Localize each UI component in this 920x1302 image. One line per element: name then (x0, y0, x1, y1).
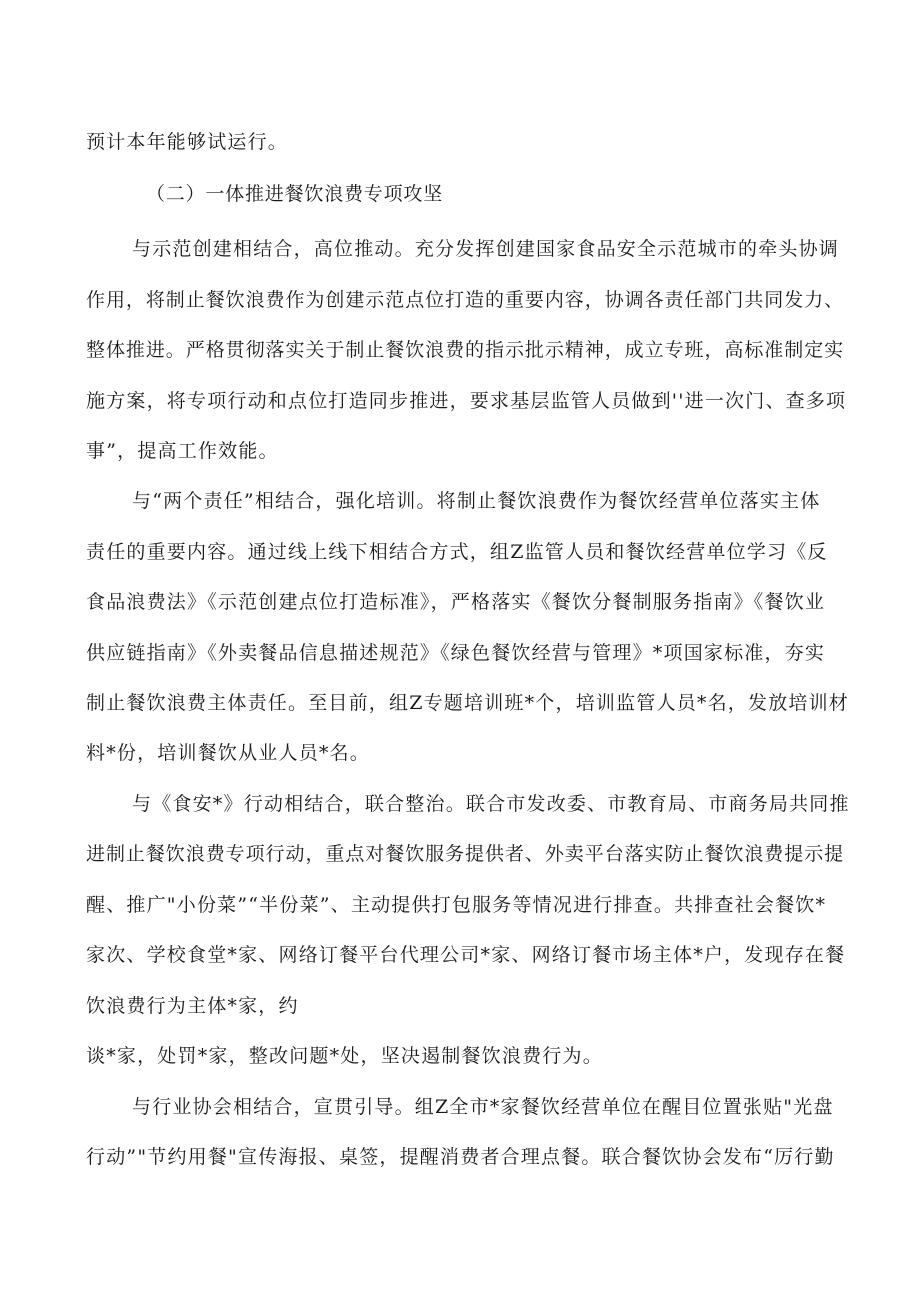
text-line: 与“两个责任”相结合，强化培训。将制止餐饮浪费作为餐饮经营单位落实主体 (132, 490, 821, 512)
text-line: 责任的重要内容。通过线上线下相结合方式，组Z监管人员和餐饮经营单位学习《反 (86, 541, 828, 563)
text-line: 谈*家，处罚*家，整改问题*处，坚决遏制餐饮浪费行为。 (86, 1045, 603, 1067)
text-line: 与示范创建相结合，高位推动。充分发挥创建国家食品安全示范城市的牵头协调 (132, 238, 840, 260)
text-line: 食品浪费法》《示范创建点位打造标准》，严格落实《餐饮分餐制服务指南》《餐饮业 (86, 591, 826, 613)
text-line: 家次、学校食堂*家、网络订餐平台代理公司*家、网络订餐市场主体*户，发现存在餐 (86, 944, 846, 966)
text-line: 事”，提高工作效能。 (86, 440, 279, 462)
section-heading: （二）一体推进餐饮浪费专项攻坚 (146, 183, 444, 205)
text-line: 制止餐饮浪费主体责任。至目前，组Z专题培训班*个，培训监管人员*名，发放培训材 (86, 692, 850, 714)
text-line: 进制止餐饮浪费专项行动，重点对餐饮服务提供者、外卖平台落实防止餐饮浪费提示提 (86, 843, 845, 865)
text-line: 整体推进。严格贯彻落实关于制止餐饮浪费的指示批示精神，成立专班，高标准制定实 (86, 339, 845, 361)
text-line: 与行业协会相结合，宣贯引导。组Z全市*家餐饮经营单位在醒目位置张贴"光盘 (132, 1096, 834, 1118)
text-line: 料*份，培训餐饮从业人员*名。 (86, 742, 371, 764)
text-line: 饮浪费行为主体*家，约 (86, 995, 299, 1017)
text-line: 行动”"节约用餐"宣传海报、桌签，提醒消费者合理点餐。联合餐饮协会发布“厉行勤 (86, 1146, 835, 1168)
text-line: 醒、推广"小份菜”“半份菜”、主动提供打包服务等情况进行排查。共排查社会餐饮* (86, 894, 827, 916)
text-line: 与《食安*》行动相结合，联合整治。联合市发改委、市教育局、市商务局共同推 (132, 793, 850, 815)
text-line: 供应链指南》《外卖餐品信息描述规范》《绿色餐饮经营与管理》*项国家标准，夯实 (86, 642, 826, 664)
text-line: 作用，将制止餐饮浪费作为创建示范点位打造的重要内容，协调各责任部门共同发力、 (86, 289, 845, 311)
text-line: 预计本年能够试运行。 (86, 131, 289, 153)
text-line: 施方案，将专项行动和点位打造同步推进，要求基层监管人员做到''进一次门、查多项 (86, 390, 847, 412)
